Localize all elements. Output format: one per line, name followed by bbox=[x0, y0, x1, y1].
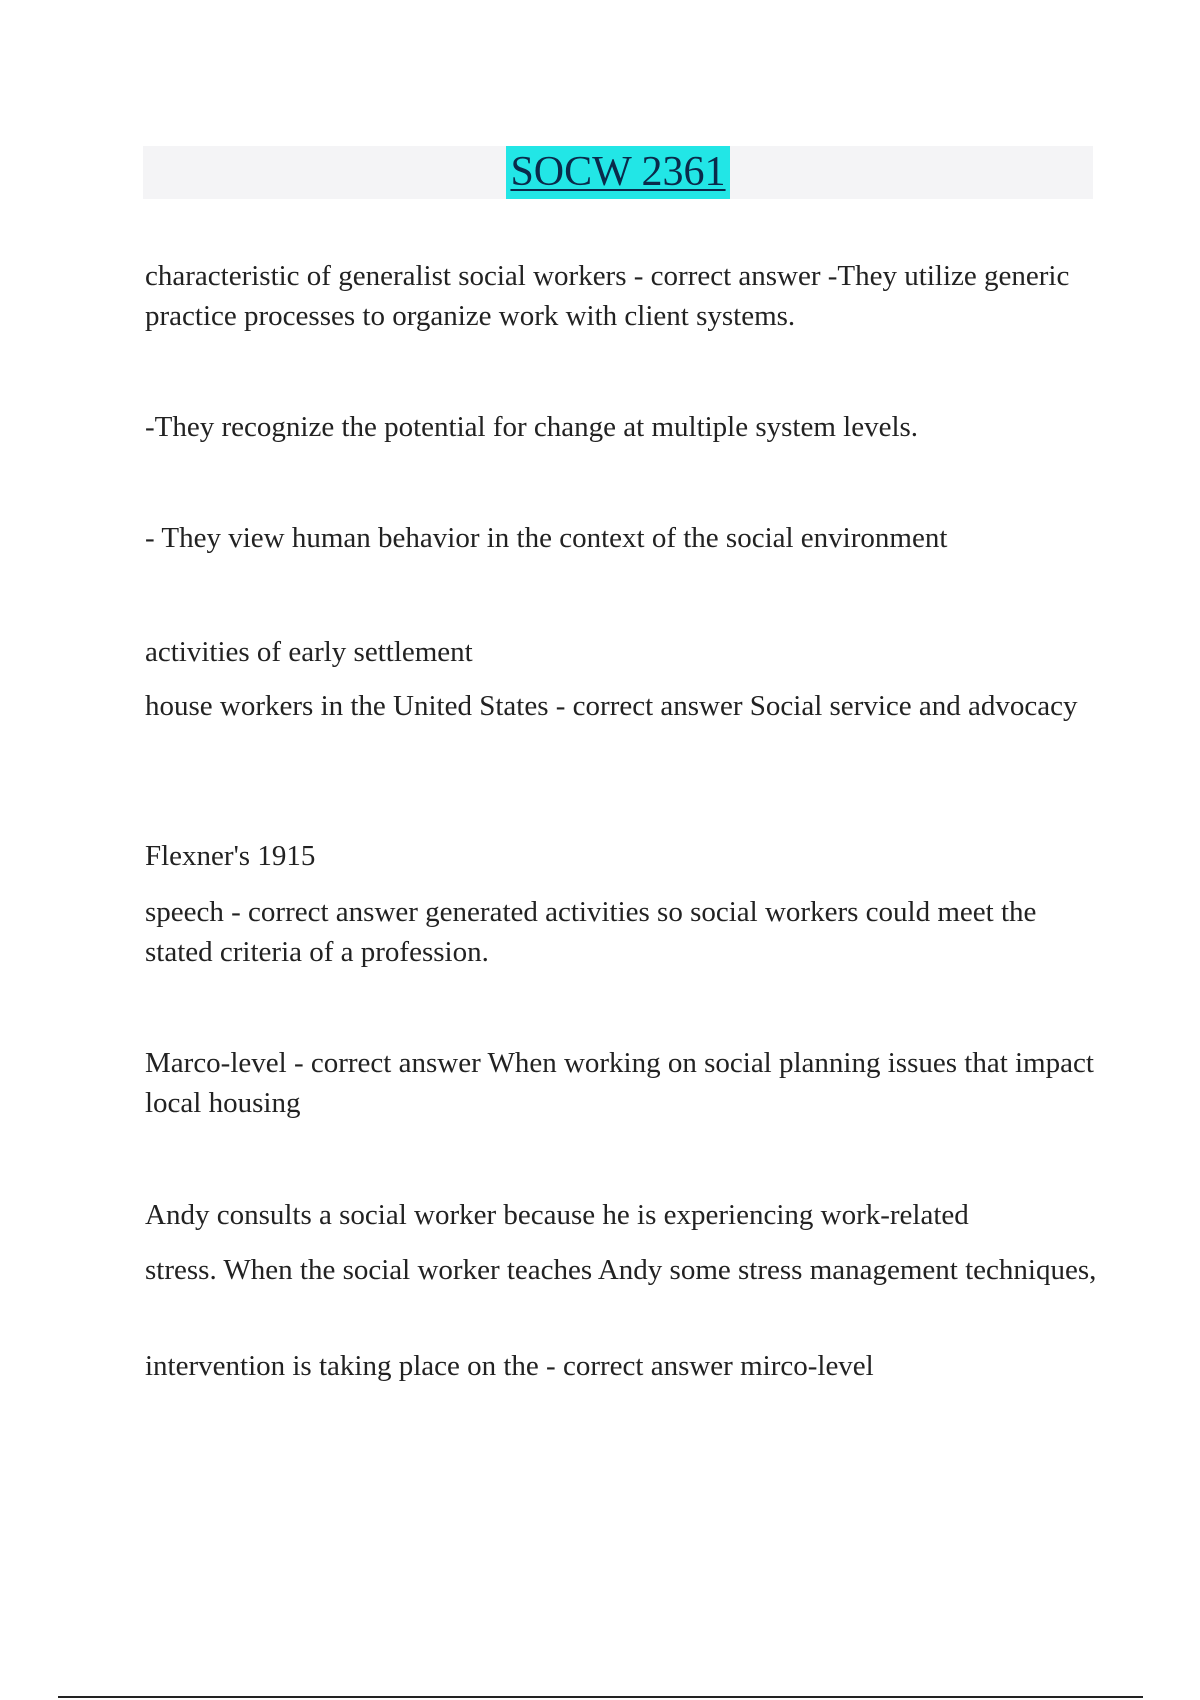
paragraph-system-levels: -They recognize the potential for change at multiple system levels. bbox=[145, 411, 919, 443]
paragraph-flexner-answer: speech - correct answer generated activities so social workers could meet the stated criteria of a profession. bbox=[145, 896, 1037, 968]
title-band bbox=[143, 146, 1093, 199]
paragraph-andy-answer: intervention is taking place on the - correct answer mirco-level bbox=[145, 1350, 874, 1382]
paragraph-andy-question-1: Andy consults a social worker because he is experiencing work-related bbox=[145, 1199, 969, 1231]
paragraph-flexner: Flexner's 1915 bbox=[145, 840, 316, 872]
paragraph-generalist-characteristic: characteristic of generalist social workers - correct answer -They utilize generic practice processes to organize work with client systems. bbox=[145, 260, 1070, 332]
paragraph-andy-question-2: stress. When the social worker teaches Andy some stress management techniques, bbox=[145, 1254, 1097, 1286]
paragraph-settlement-answer: house workers in the United States - correct answer Social service and advocacy bbox=[145, 690, 1078, 722]
paragraph-early-settlement: activities of early settlement bbox=[145, 636, 473, 668]
document-title: SOCW 2361 bbox=[506, 146, 729, 199]
paragraph-human-behavior: - They view human behavior in the context of the social environment bbox=[145, 522, 948, 554]
paragraph-macro-level: Marco-level - correct answer When working on social planning issues that impact local housing bbox=[145, 1047, 1094, 1119]
bottom-rule bbox=[58, 1696, 1143, 1698]
